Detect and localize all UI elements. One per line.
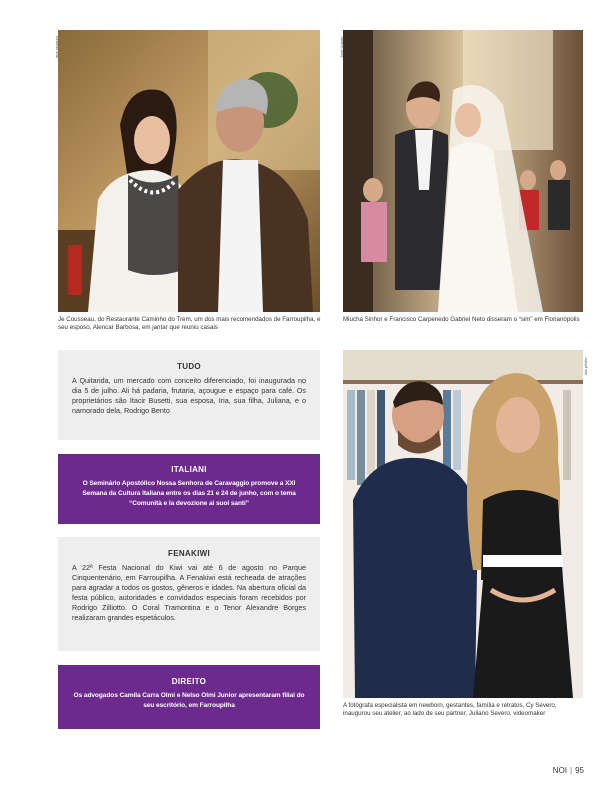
- news-box-direito-body: Os advogados Camila Carra Olmi e Nelso Olmi Junior apresentaram filial do seu escritório, em Farroupilha: [73, 692, 305, 709]
- news-box-fenakiwi-body: A 22ª Festa Nacional do Kiwi vai até 6 de agosto no Parque Cinquentenário, em Farroupilha. A Fenakiwi está recheada de atrações para agradar a todos os gostos, gêneros e idades. Na abertura oficial da festa público, autoridades e convidados especiais foram recebidos por Rodrigo Zilliotto. O Coral Tramontina e o Tenor Alexandre Borges realizaram grandes espetáculos.: [72, 563, 306, 622]
- photo-credit-3: luiz pilotto: [583, 357, 588, 375]
- photo-credit-2: José Ugarte: [339, 36, 344, 58]
- news-box-italiani-body: O Seminário Apostólico Nossa Senhora de Caravaggio promove a XXI Semana da Cultura Italiana entre os dias 21 e 24 de junho, com o tema “Comunità e la devozione ai suoi santi”: [82, 480, 296, 507]
- footer-separator: |: [570, 766, 573, 775]
- news-box-direito: [58, 665, 320, 729]
- news-box-italiani: [58, 454, 320, 524]
- photo-couple-restaurant: [58, 30, 320, 312]
- photo-atelier-couple-image: [343, 350, 583, 698]
- photo-credit-1: ana ragazzo: [54, 35, 59, 58]
- photo-caption-2: Miucha Sinhor e Francisco Carpenedo Gabriel Neto disseram o “sim” em Florianópolis: [343, 316, 580, 323]
- news-box-direito-title: DIREITO: [171, 677, 207, 686]
- news-box-tudo-title: TUDO: [177, 362, 201, 371]
- page-number: 95: [575, 766, 584, 775]
- page-footer: [553, 766, 584, 775]
- photo-atelier-couple: [343, 350, 583, 698]
- news-box-fenakiwi-title: FENAKIWI: [168, 549, 210, 558]
- photo-couple-restaurant-image: [58, 30, 320, 312]
- photo-caption-3: A fotógrafa especialista em newborn, gestantes, família e retratos, Cy Severo, inaugurou seu atelier, ao lado de seu partner, Juliano Severo, videomaker: [343, 702, 557, 717]
- news-box-tudo: [58, 350, 320, 440]
- news-box-italiani-title: ITALIANI: [171, 465, 207, 474]
- photo-wedding: [343, 30, 583, 312]
- photo-wedding-image: [343, 30, 583, 312]
- photo-caption-1: Je Cousseau, do Restaurante Caminho do Trem, um dos mais recomendados de Farroupilha, e seu esposo, Alencar Barbosa, em jantar que reuniu casais: [58, 316, 321, 331]
- news-box-fenakiwi: [58, 537, 320, 651]
- magazine-name: NOI: [552, 766, 568, 775]
- news-box-tudo-body: A Quitanda, um mercado com conceito diferenciado, foi inaugurada no dia 5 de julho. Ali há padaria, frutaria, açougue e espaço para café. Os proprietários são Itacir Busetti, sua esposa, Iria, sua filha, Juliana, e o namorado dela, Rodrigo Bento: [72, 376, 306, 415]
